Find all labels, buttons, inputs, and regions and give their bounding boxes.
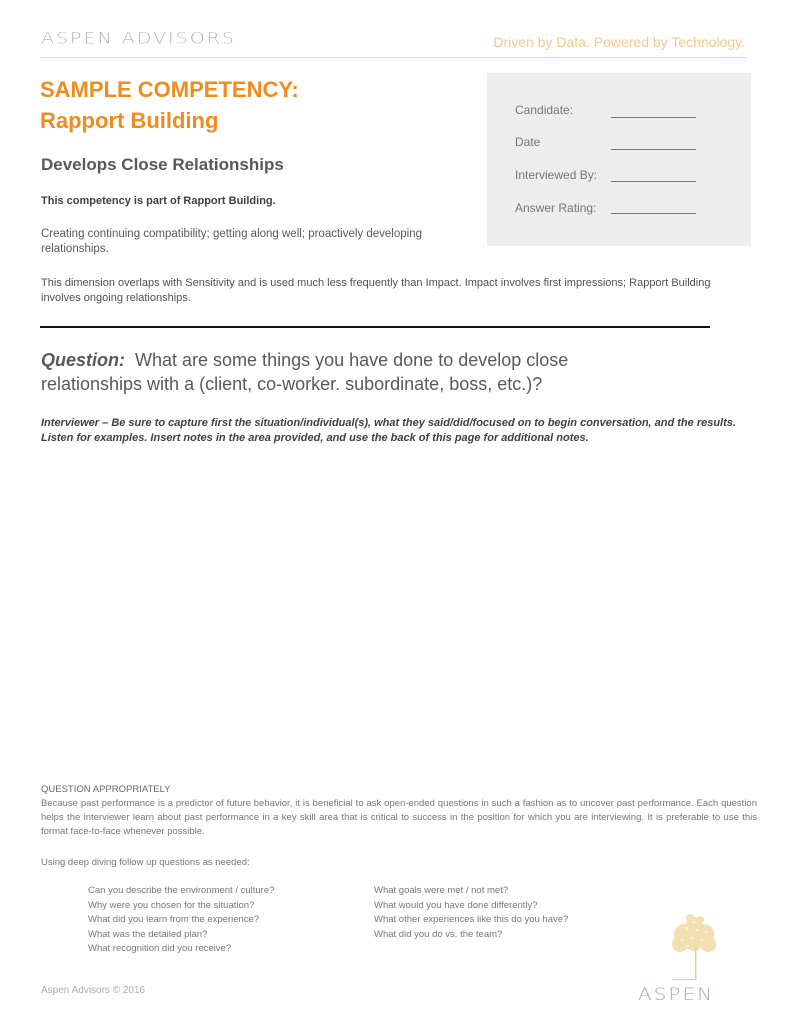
notes-area[interactable] bbox=[40, 460, 747, 775]
interviewed-by-label: Interviewed By: bbox=[515, 168, 598, 182]
competency-part-of: This competency is part of Rapport Building. bbox=[41, 195, 276, 207]
guidance-body: Because past performance is a predictor of future behavior, it is beneficial to ask open-ended questions in such a fashion as to uncover past performance. Each question helps the interviewer learn about past performance in a key skill area that is critical to success in the position for which you are interviewing. It is preferable to use this format face-to-face whenever possible. bbox=[41, 798, 757, 837]
deep-dive-intro: Using deep diving follow up questions as needed: bbox=[41, 857, 250, 868]
competency-subtitle: Develops Close Relationships bbox=[41, 155, 284, 174]
followup-item: Why were you chosen for the situation? bbox=[88, 899, 255, 911]
date-label: Date bbox=[515, 135, 541, 149]
competency-overlap-note: This dimension overlaps with Sensitivity and is used much less frequently than Impact. Impact involves first impressions; Rapport Building involves ongoing relationships. bbox=[41, 277, 711, 304]
followup-item: What goals were met / not met? bbox=[374, 885, 509, 896]
copyright: Aspen Advisors © 2016 bbox=[41, 985, 146, 996]
candidate-field[interactable] bbox=[611, 117, 696, 118]
competency-description: Creating continuing compatibility; getting along well; proactively developing relationships. bbox=[41, 228, 422, 255]
candidate-label: Candidate: bbox=[515, 103, 574, 117]
followup-item: Can you describe the environment / culture? bbox=[88, 885, 275, 896]
interview-question bbox=[41, 348, 661, 396]
followup-list-left bbox=[88, 884, 274, 957]
brand-logo-text: ASPEN ADVISORS bbox=[41, 29, 236, 48]
tagline: Driven by Data. Powered by Technology. bbox=[493, 34, 745, 50]
interviewed-by-field[interactable] bbox=[611, 181, 696, 182]
followup-list-right bbox=[374, 884, 568, 942]
followup-item: What did you learn from the experience? bbox=[88, 914, 260, 925]
candidate-info-box bbox=[487, 73, 751, 246]
answer-rating-label: Answer Rating: bbox=[515, 201, 597, 215]
question-text: What are some things you have done to develop close relationships with a (client, co-worker. subordinate, boss, etc.)? bbox=[41, 350, 569, 394]
section-divider bbox=[40, 326, 710, 328]
followup-item: What was the detailed plan? bbox=[88, 928, 208, 940]
followup-item: What other experiences like this do you have? bbox=[374, 914, 569, 925]
date-field[interactable] bbox=[611, 149, 696, 150]
competency-title-line1: SAMPLE COMPETENCY: bbox=[40, 77, 299, 102]
aspen-tree-icon bbox=[632, 910, 762, 985]
header-divider bbox=[40, 57, 747, 58]
aspen-logo-text: ASPEN bbox=[638, 984, 715, 1005]
followup-item: What would you have done differently? bbox=[374, 899, 538, 911]
competency-title bbox=[40, 74, 299, 136]
interviewer-instructions: Interviewer – Be sure to capture first the situation/individual(s), what they said/did/focused on to begin conversation, and the results. Listen for examples. Insert notes in the area provided, and use the back of this page for additional notes. bbox=[41, 417, 736, 444]
followup-item: What did you do vs. the team? bbox=[374, 928, 503, 940]
question-label: Question: bbox=[41, 350, 125, 370]
guidance-title: QUESTION APPROPRIATELY bbox=[41, 784, 171, 795]
answer-rating-field[interactable] bbox=[611, 213, 696, 214]
aspen-logo bbox=[632, 910, 762, 1010]
followup-item: What recognition did you receive? bbox=[88, 943, 232, 954]
competency-title-line2: Rapport Building bbox=[40, 108, 219, 133]
